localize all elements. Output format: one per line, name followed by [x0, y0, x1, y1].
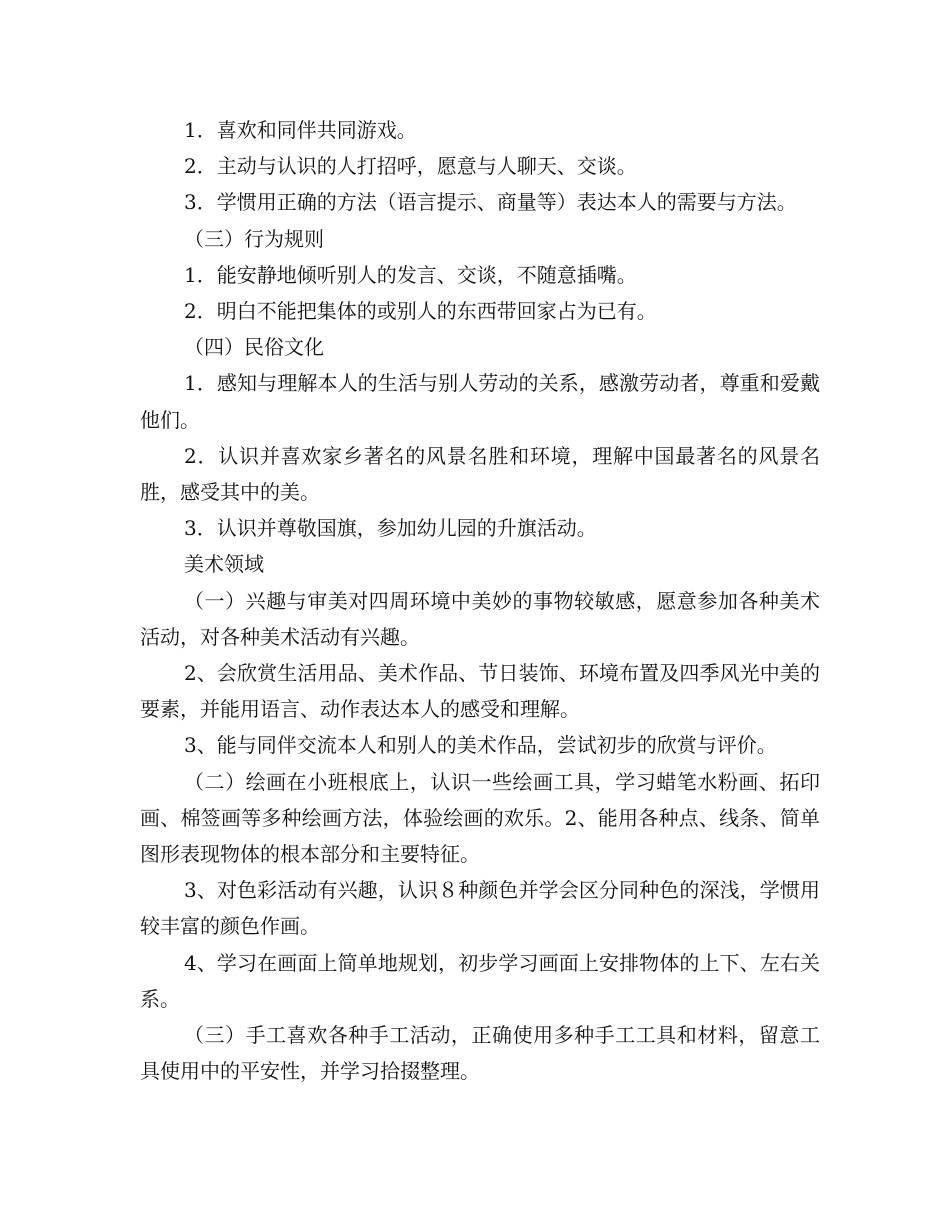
paragraph-16: 3、对色彩活动有兴趣，认识８种颜色并学会区分同种色的深浅，学惯用较丰富的颜色作画。 — [140, 878, 820, 939]
paragraph-5: 1．能安静地倾听别人的发言、交谈，不随意插嘴。 — [184, 262, 637, 287]
paragraph-10: 3．认识并尊敬国旗，参加幼儿园的升旗活动。 — [184, 516, 597, 541]
paragraph-9: 2．认识并喜欢家乡著名的风景名胜和环境，理解中国最著名的风景名胜，感受其中的美。 — [140, 443, 820, 505]
paragraph-14: 3、能与同伴交流本人和别人的美术作品，尝试初步的欣赏与评价。 — [184, 733, 777, 758]
paragraph-6: 2．明白不能把集体的或别人的东西带回家占为已有。 — [184, 299, 657, 324]
section-heading-folk-culture: （四）民俗文化 — [184, 335, 324, 360]
paragraph-17: 4、学习在画面上简单地规划，初步学习画面上安排物体的上下、左右关系。 — [140, 950, 820, 1011]
paragraph-18: （三）手工喜欢各种手工活动，正确使用多种手工工具和材料，留意工具使用中的平安性，并学习拾掇整理。 — [140, 1023, 820, 1084]
paragraph-1: 1．喜欢和同伴共同游戏。 — [184, 118, 417, 142]
paragraph-2: 2．主动与认识的人打招呼，愿意与人聊天、交谈。 — [184, 154, 637, 179]
paragraph-15: （二）绘画在小班根底上，认识一些绘画工具，学习蜡笔水粉画、拓印画、棉签画等多种绘画方法，体验绘画的欢乐。2、能用各种点、线条、简单图形表现物体的根本部分和主要特征。 — [140, 769, 820, 867]
section-heading-behavior-rules: （三）行为规则 — [184, 226, 324, 251]
paragraph-13: 2、会欣赏生活用品、美术作品、节日装饰、环境布置及四季风光中美的要素，并能用语言、动作表达本人的感受和理解。 — [140, 661, 820, 722]
paragraph-12: （一）兴趣与审美对四周环境中美妙的事物较敏感，愿意参加各种美术活动，对各种美术活动有兴趣。 — [140, 588, 820, 649]
paragraph-3: 3．学惯用正确的方法（语言提示、商量等）表达本人的需要与方法。 — [184, 190, 797, 215]
paragraph-8: 1．感知与理解本人的生活与别人劳动的关系，感激劳动者，尊重和爱戴他们。 — [140, 371, 820, 432]
section-heading-art-domain: 美术领域 — [184, 552, 264, 577]
document-body — [140, 112, 820, 1089]
